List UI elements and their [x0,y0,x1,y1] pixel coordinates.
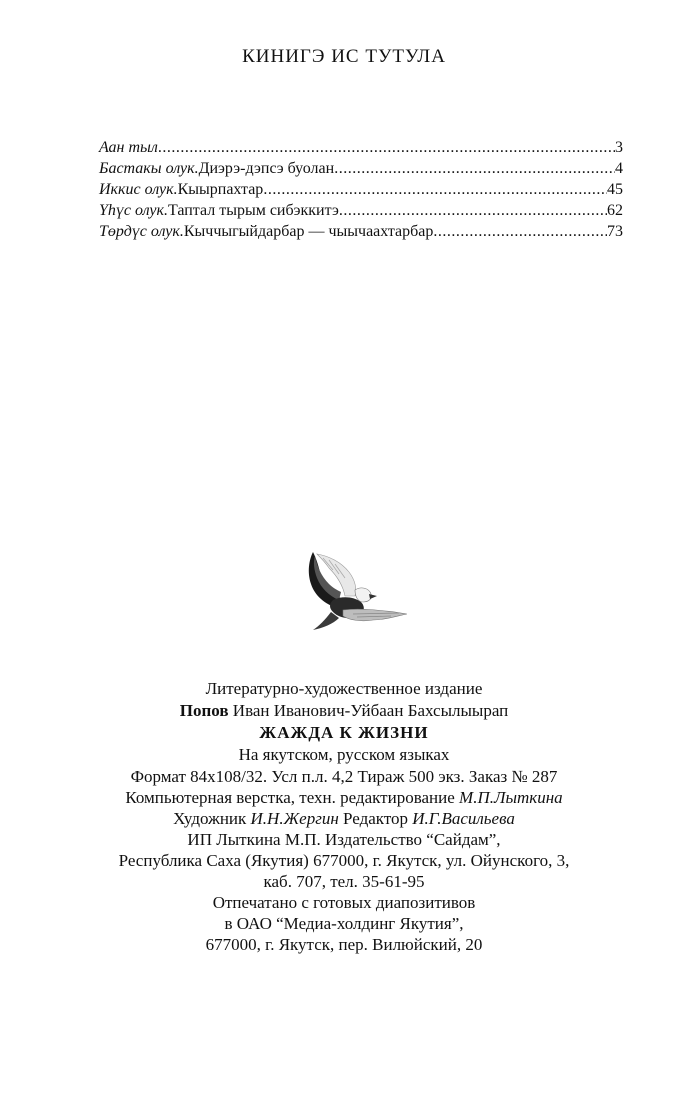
toc-page-number: 73 [607,223,623,240]
toc-chapter-label: Аан тыл [99,139,158,156]
toc-entry-title: Диэрэ-дэпсэ буолан [198,160,335,177]
toc-leader-dots [339,200,607,221]
toc-page-number: 4 [615,160,623,177]
printer-line: Отпечатано с готовых диапозитивов [212,893,476,912]
toc-entry[interactable] [99,179,623,200]
artist-editor-credit [0,808,688,829]
eagle-icon [303,550,407,632]
publisher-info [0,829,688,892]
imprint-block [0,678,688,955]
editor-label: Редактор [338,809,413,828]
artist-label: Художник [173,809,251,828]
publisher-line: Республика Саха (Якутия) 677000, г. Якутск, ул. Ойунского, 3, [118,851,570,870]
format-line: Формат 84x108/32. Усл п.л. 4,2 Тираж 500 экз. Заказ № 287 [130,767,558,786]
toc-entry[interactable] [99,137,623,158]
author-surname: Попов [179,701,229,720]
author-name: Иван Иванович-Уйбаан Бахсылыырап [228,701,509,720]
artist-name: И.Н.Жергин [250,809,339,828]
toc-chapter-label: Бастакы олук. [99,160,199,177]
toc-leader-dots [263,179,607,200]
toc-leader-dots [158,137,615,158]
toc-entry-title: Кыччыгыйдарбар — чыычаахтарбар [183,223,434,240]
toc-chapter-label: Иккис олук. [99,181,178,198]
toc-page-number: 62 [607,202,623,219]
edition-type: Литературно-художественное издание [205,679,483,698]
toc-entry-title: Кыырпахтар [177,181,264,198]
author-line [0,700,688,722]
book-title: ЖАЖДА К ЖИЗНИ [259,723,429,742]
layout-label: Компьютерная верстка, техн. редактирование [125,788,460,807]
toc-entry[interactable] [99,221,623,242]
printer-info [0,892,688,955]
toc-chapter-label: Төрдүс олук. [99,223,184,240]
toc-leader-dots [334,158,615,179]
table-of-contents [99,137,623,242]
production-credits [0,766,688,829]
editor-name: И.Г.Васильева [412,809,515,828]
toc-page-number: 45 [607,181,623,198]
toc-entry-title: Таптал тырым сибэккитэ [167,202,339,219]
toc-leader-dots [433,221,607,242]
toc-entry[interactable] [99,158,623,179]
printer-line: 677000, г. Якутск, пер. Вилюйский, 20 [205,935,483,954]
printer-line: в ОАО “Медиа-холдинг Якутия”, [224,914,464,933]
toc-entry[interactable] [99,200,623,221]
publisher-line: каб. 707, тел. 35-61-95 [263,872,425,891]
toc-heading: КИНИГЭ ИС ТУТУЛА [242,46,446,67]
toc-chapter-label: Үһүс олук. [99,202,168,219]
publisher-line: ИП Лыткина М.П. Издательство “Сайдам”, [187,830,501,849]
languages-line: На якутском, русском языках [238,745,450,764]
layout-name: М.П.Лыткина [459,788,563,807]
toc-page-number: 3 [615,139,623,156]
layout-credit [0,787,688,808]
